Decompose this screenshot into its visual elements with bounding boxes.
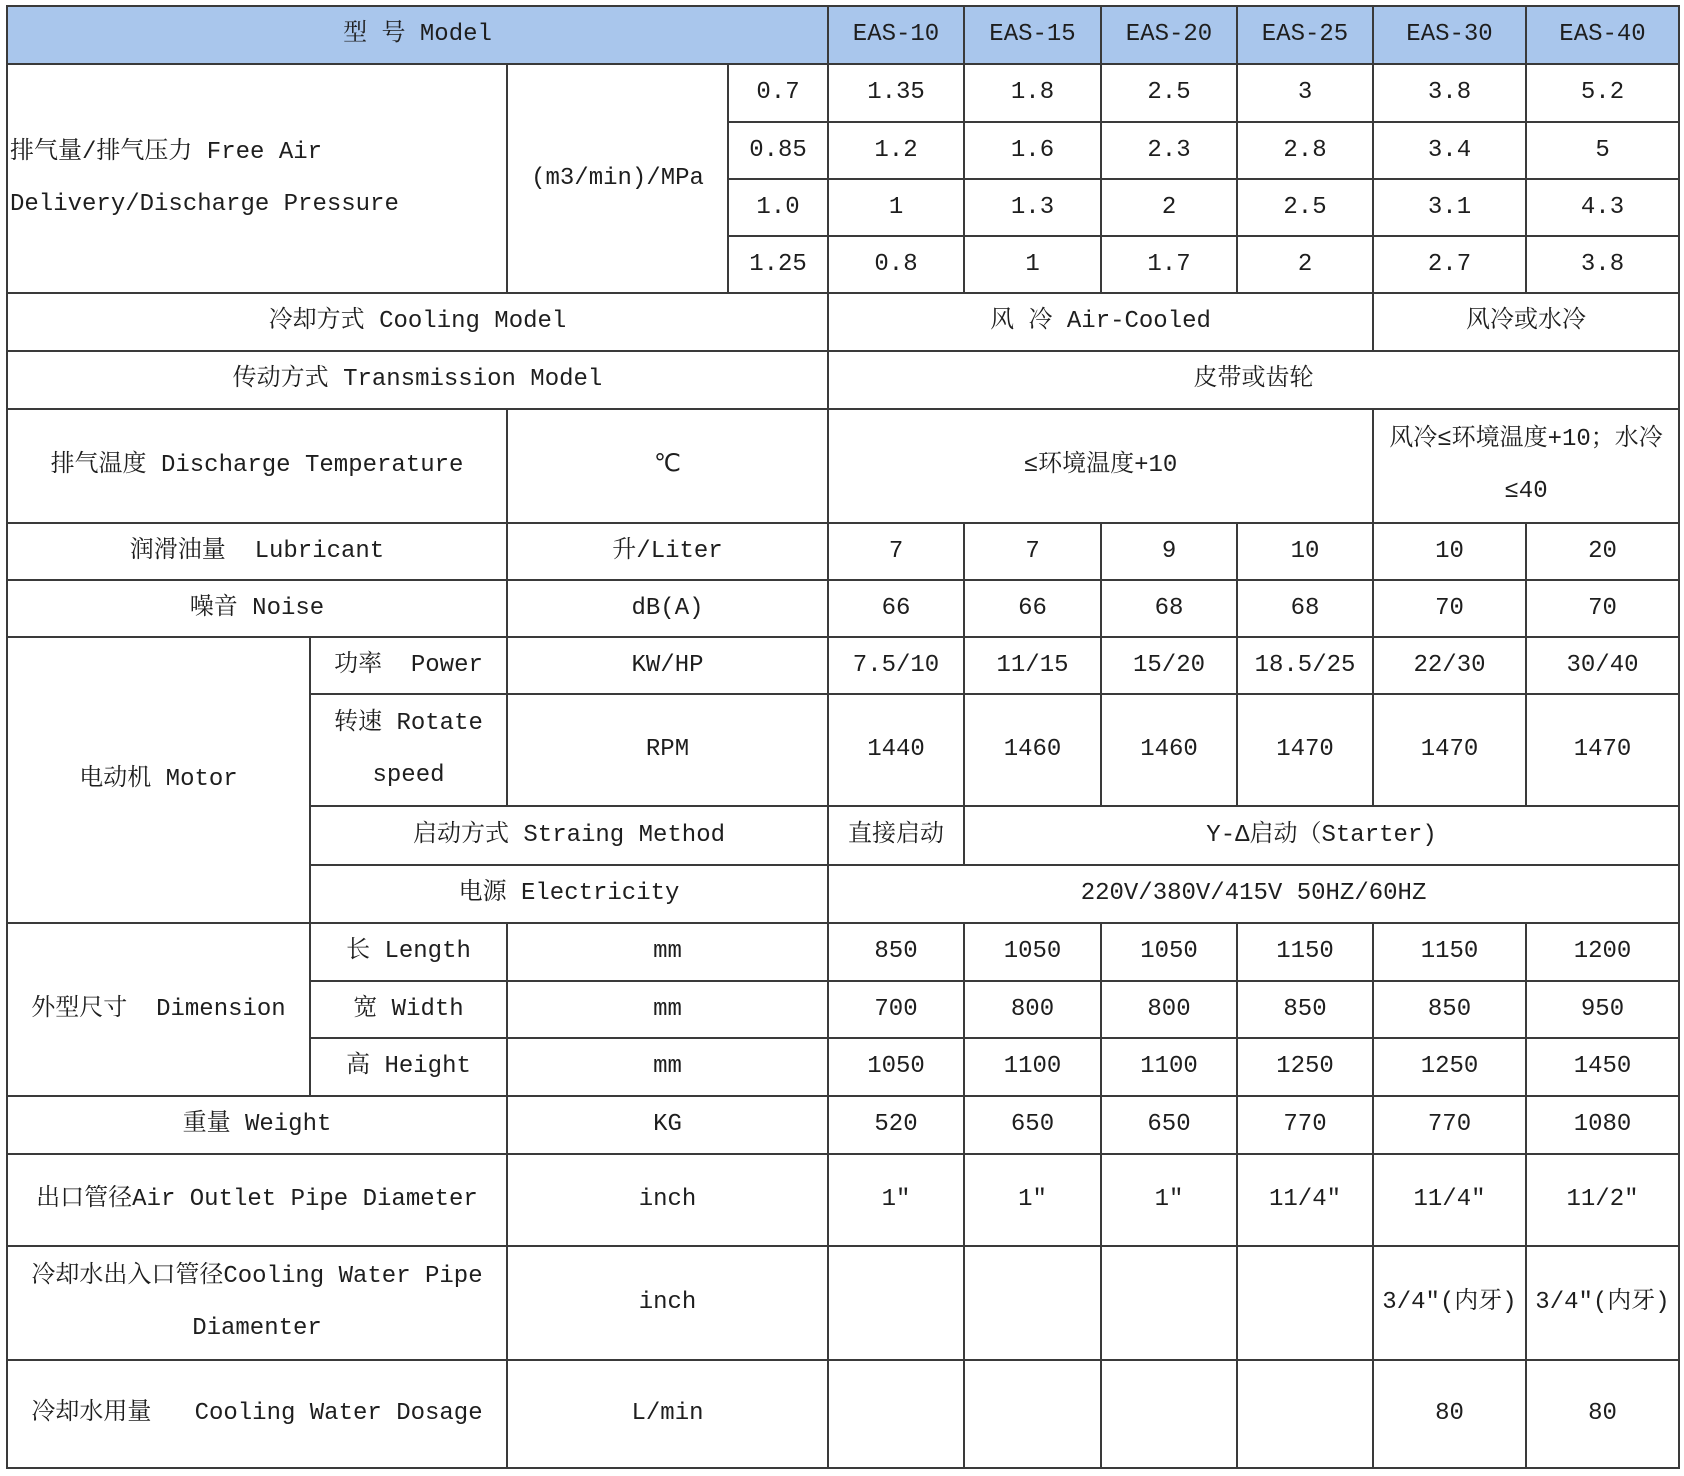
dimension-length-row (7, 923, 1679, 981)
cooling-water-pipe-value (964, 1246, 1101, 1360)
lubricant-unit: 升/Liter (507, 523, 828, 580)
fad-pressure: 1.25 (728, 236, 828, 293)
discharge-temp-row (7, 409, 1679, 523)
model-eas-15: EAS-15 (964, 6, 1101, 64)
lubricant-value: 20 (1526, 523, 1679, 580)
dimension-length-value: 1150 (1373, 923, 1526, 981)
outlet-pipe-value: 11/2″ (1526, 1154, 1679, 1246)
weight-value: 770 (1373, 1096, 1526, 1154)
weight-label: 重量 Weight (7, 1096, 507, 1154)
fad-value: 3.4 (1373, 122, 1526, 179)
noise-value: 66 (828, 580, 964, 637)
fad-value: 3.8 (1373, 64, 1526, 122)
motor-power-value: 22/30 (1373, 637, 1526, 694)
cooling-water-dosage-value (964, 1360, 1101, 1468)
dimension-width-label: 宽 Width (310, 981, 507, 1038)
cooling-air-or-water-value: 风冷或水冷 (1373, 293, 1679, 351)
cooling-water-dosage-value (828, 1360, 964, 1468)
model-eas-30: EAS-30 (1373, 6, 1526, 64)
fad-label: 排气量/排气压力 Free Air Delivery/Discharge Pressure (7, 64, 507, 293)
fad-value: 3.8 (1526, 236, 1679, 293)
outlet-pipe-label: 出口管径Air Outlet Pipe Diameter (7, 1154, 507, 1246)
fad-value: 1.6 (964, 122, 1101, 179)
lubricant-value: 7 (828, 523, 964, 580)
motor-power-value: 7.5/10 (828, 637, 964, 694)
discharge-temp-label: 排气温度 Discharge Temperature (7, 409, 507, 523)
motor-power-value: 11/15 (964, 637, 1101, 694)
motor-electricity-label: 电源 Electricity (310, 865, 828, 923)
weight-value: 1080 (1526, 1096, 1679, 1154)
dimension-height-value: 1250 (1237, 1038, 1373, 1096)
cooling-label: 冷却方式 Cooling Model (7, 293, 828, 351)
cooling-air-value: 风 冷 Air-Cooled (828, 293, 1373, 351)
dimension-length-label: 长 Length (310, 923, 507, 981)
transmission-row (7, 351, 1679, 409)
dimension-width-value: 800 (1101, 981, 1237, 1038)
noise-value: 66 (964, 580, 1101, 637)
fad-value: 1.7 (1101, 236, 1237, 293)
noise-value: 68 (1101, 580, 1237, 637)
model-header-label: 型 号 Model (7, 6, 828, 64)
dimension-label: 外型尺寸 Dimension (7, 923, 310, 1096)
motor-speed-unit: RPM (507, 694, 828, 806)
model-eas-25: EAS-25 (1237, 6, 1373, 64)
noise-label: 噪音 Noise (7, 580, 507, 637)
fad-value: 1.2 (828, 122, 964, 179)
motor-power-value: 30/40 (1526, 637, 1679, 694)
cooling-water-dosage-unit: L/min (507, 1360, 828, 1468)
motor-speed-value: 1470 (1526, 694, 1679, 806)
spec-table (6, 5, 1680, 1469)
outlet-pipe-value: 1″ (964, 1154, 1101, 1246)
fad-value: 2.7 (1373, 236, 1526, 293)
motor-starting-star-delta: Y-Δ启动（Starter) (964, 806, 1679, 865)
fad-row (7, 64, 1679, 122)
fad-value: 2.5 (1237, 179, 1373, 236)
dimension-width-value: 700 (828, 981, 964, 1038)
motor-starting-direct: 直接启动 (828, 806, 964, 865)
fad-value: 2.3 (1101, 122, 1237, 179)
transmission-value: 皮带或齿轮 (828, 351, 1679, 409)
weight-value: 520 (828, 1096, 964, 1154)
cooling-row (7, 293, 1679, 351)
motor-speed-value: 1440 (828, 694, 964, 806)
motor-speed-label: 转速 Rotate speed (310, 694, 507, 806)
cooling-water-pipe-value (828, 1246, 964, 1360)
fad-pressure: 0.85 (728, 122, 828, 179)
noise-unit: dB(A) (507, 580, 828, 637)
outlet-pipe-value: 11/4″ (1237, 1154, 1373, 1246)
fad-value: 2.5 (1101, 64, 1237, 122)
fad-value: 4.3 (1526, 179, 1679, 236)
dimension-width-value: 800 (964, 981, 1101, 1038)
cooling-water-pipe-value: 3/4″(内牙) (1373, 1246, 1526, 1360)
cooling-water-pipe-value: 3/4″(内牙) (1526, 1246, 1679, 1360)
fad-value: 1 (964, 236, 1101, 293)
dimension-width-value: 950 (1526, 981, 1679, 1038)
motor-power-label: 功率 Power (310, 637, 507, 694)
motor-power-value: 15/20 (1101, 637, 1237, 694)
dimension-width-unit: mm (507, 981, 828, 1038)
cooling-water-dosage-value (1237, 1360, 1373, 1468)
noise-value: 70 (1526, 580, 1679, 637)
lubricant-value: 9 (1101, 523, 1237, 580)
fad-value: 1.3 (964, 179, 1101, 236)
fad-value: 1 (828, 179, 964, 236)
dimension-length-unit: mm (507, 923, 828, 981)
cooling-water-pipe-value (1237, 1246, 1373, 1360)
cooling-water-dosage-value: 80 (1373, 1360, 1526, 1468)
lubricant-label: 润滑油量 Lubricant (7, 523, 507, 580)
motor-power-unit: KW/HP (507, 637, 828, 694)
motor-electricity-value: 220V/380V/415V 50HZ/60HZ (828, 865, 1679, 923)
discharge-temp-value-large: 风冷≤环境温度+10；水冷≤40 (1373, 409, 1679, 523)
weight-value: 650 (964, 1096, 1101, 1154)
dimension-length-value: 1050 (1101, 923, 1237, 981)
fad-pressure: 0.7 (728, 64, 828, 122)
fad-unit: (m3/min)/MPa (507, 64, 728, 293)
dimension-height-value: 1250 (1373, 1038, 1526, 1096)
fad-value: 0.8 (828, 236, 964, 293)
dimension-width-value: 850 (1373, 981, 1526, 1038)
weight-unit: KG (507, 1096, 828, 1154)
dimension-height-value: 1450 (1526, 1038, 1679, 1096)
model-eas-20: EAS-20 (1101, 6, 1237, 64)
weight-value: 650 (1101, 1096, 1237, 1154)
lubricant-value: 10 (1373, 523, 1526, 580)
motor-power-row (7, 637, 1679, 694)
cooling-water-dosage-value: 80 (1526, 1360, 1679, 1468)
transmission-label: 传动方式 Transmission Model (7, 351, 828, 409)
cooling-water-pipe-unit: inch (507, 1246, 828, 1360)
noise-row (7, 580, 1679, 637)
motor-label: 电动机 Motor (7, 637, 310, 923)
dimension-height-value: 1100 (1101, 1038, 1237, 1096)
motor-speed-value: 1460 (1101, 694, 1237, 806)
weight-value: 770 (1237, 1096, 1373, 1154)
lubricant-value: 10 (1237, 523, 1373, 580)
header-row (7, 6, 1679, 64)
outlet-pipe-value: 1″ (1101, 1154, 1237, 1246)
cooling-water-pipe-row (7, 1246, 1679, 1360)
fad-value: 5 (1526, 122, 1679, 179)
motor-speed-value: 1470 (1237, 694, 1373, 806)
motor-starting-label: 启动方式 Straing Method (310, 806, 828, 865)
fad-value: 1.8 (964, 64, 1101, 122)
discharge-temp-value-small: ≤环境温度+10 (828, 409, 1373, 523)
cooling-water-dosage-label: 冷却水用量 Cooling Water Dosage (7, 1360, 507, 1468)
lubricant-row (7, 523, 1679, 580)
model-eas-40: EAS-40 (1526, 6, 1679, 64)
motor-speed-value: 1470 (1373, 694, 1526, 806)
spec-table-container (6, 5, 1678, 1469)
dimension-height-value: 1050 (828, 1038, 964, 1096)
fad-pressure: 1.0 (728, 179, 828, 236)
discharge-temp-unit: ℃ (507, 409, 828, 523)
dimension-height-label: 高 Height (310, 1038, 507, 1096)
fad-value: 2 (1237, 236, 1373, 293)
dimension-width-value: 850 (1237, 981, 1373, 1038)
dimension-length-value: 1200 (1526, 923, 1679, 981)
outlet-pipe-value: 1″ (828, 1154, 964, 1246)
noise-value: 70 (1373, 580, 1526, 637)
cooling-water-dosage-row (7, 1360, 1679, 1468)
cooling-water-pipe-value (1101, 1246, 1237, 1360)
model-eas-10: EAS-10 (828, 6, 964, 64)
fad-value: 1.35 (828, 64, 964, 122)
noise-value: 68 (1237, 580, 1373, 637)
outlet-pipe-unit: inch (507, 1154, 828, 1246)
motor-power-value: 18.5/25 (1237, 637, 1373, 694)
fad-value: 2 (1101, 179, 1237, 236)
dimension-length-value: 850 (828, 923, 964, 981)
lubricant-value: 7 (964, 523, 1101, 580)
outlet-pipe-row (7, 1154, 1679, 1246)
fad-value: 3 (1237, 64, 1373, 122)
dimension-length-value: 1150 (1237, 923, 1373, 981)
outlet-pipe-value: 11/4″ (1373, 1154, 1526, 1246)
cooling-water-pipe-label: 冷却水出入口管径Cooling Water Pipe Diamenter (7, 1246, 507, 1360)
dimension-height-value: 1100 (964, 1038, 1101, 1096)
motor-speed-value: 1460 (964, 694, 1101, 806)
weight-row (7, 1096, 1679, 1154)
fad-value: 2.8 (1237, 122, 1373, 179)
cooling-water-dosage-value (1101, 1360, 1237, 1468)
dimension-length-value: 1050 (964, 923, 1101, 981)
fad-value: 3.1 (1373, 179, 1526, 236)
dimension-height-unit: mm (507, 1038, 828, 1096)
fad-value: 5.2 (1526, 64, 1679, 122)
